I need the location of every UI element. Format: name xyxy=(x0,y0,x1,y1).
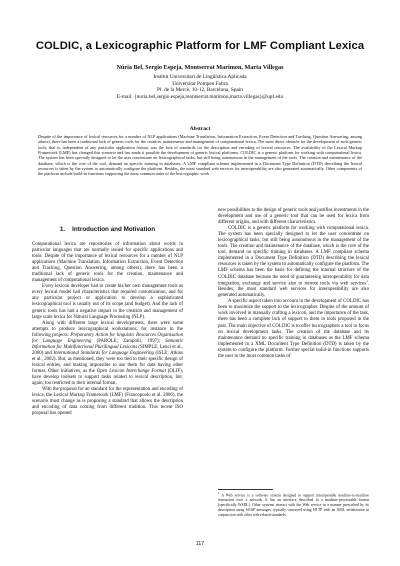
paragraph: Computational lexica are repositories of information about words in particular languages that are normally issued for specific applications and tools. Despite of the importance of lexical resources for a number of NLP applications (Machine Translation, Information Extraction, Event Detection and Tracking, Question Answering, among others), there has been a traditional lack of generic tools for the creation, maintenance and management of computational lexica. xyxy=(32,242,183,284)
author-list: Núria Bel, Sergio Espeja, Montserrat Marimon, Marta Villegas xyxy=(116,64,284,71)
paragraph-text: COLDIC is a generic platform for working with computational lexica. The system has been specially designed to let the user concentrate on lexicographical tasks, but still being autonomous in the management of the tools. The creation and maintenance of the database, which is the core of the tool, demand no specific training in databases. A LMF compliant schema implemented in a Document Type Definition (DTD) describing the lexical resources is taken by the system to automatically configure the platform. The LMF schema has been the basis for defining the internal structure of the COLDIC database because the need of guaranteeing interoperability for data integration, exchange and service also to remote tools via web services xyxy=(218,226,369,287)
paragraph: new possibilities to the design of generic tools and justifies investments in the development and use of a generic tool that can be used for lexica from different origins, and with different characteristics. xyxy=(218,208,369,226)
paragraph-text: (PAROLE; Zampolli, 1997); xyxy=(91,338,166,344)
project-name: Semantic Information for Multifunctional Plurilingual Lexicons xyxy=(32,338,183,350)
footnote xyxy=(218,493,369,518)
affiliation-address: Pl. de la Mercè, 10-12, Barcelona, Spain xyxy=(157,87,243,94)
paragraph xyxy=(218,226,369,299)
paragraph-text: Along with different large lexical developments, there were some attempts to produce lexicographical workstations, for instance in the following projects: xyxy=(32,320,183,338)
paragraph: Every lexicon developer had to create his/her own management tools as every lexical model had characteristics that required customization, and for any particular project or application to develop a sophisticated lexicographical tool is usually out of its scope (and budget). And the lack of generic tools has had a negative impact in the creation and management of large scale lexica for Natural Language Processing (NLP). xyxy=(32,284,183,320)
paper-title: COLDIC, a Lexicographic Platform for LMF Compliant Lexica xyxy=(35,40,365,52)
footnote-marker[interactable]: 1 xyxy=(366,278,368,283)
affiliation-block xyxy=(0,74,400,101)
project-name: International Standards for Language Engineering xyxy=(53,350,154,356)
paragraph: With the proposal for an standard for the representation and encoding of lexica, the Lexical Markup Framework (LMF) (Francopoulo et al. 2006), the scenario must change as is proposing a standard that allows the description and encoding of data coming from different tradition. This recent ISO proposal has opened xyxy=(32,387,183,417)
section-heading: 1. Introduction and Motivation xyxy=(59,226,156,233)
paragraph: A specific aspect taken into account in the development of COLDIC has been to maximize the support to the lexicographer. Despite of the amount of work involved in manually crafting a lexicon, and the importance of the task, there has been a complete lack of support to them in tools proposed in the past. The main objective of COLDIC is to offer lexicographers a tool to focus on lexical development tasks. The creation of the database and its maintenance demand no specific training in databases as the LMF schema implemented in a XML Document Type Definition (DTD) is taken by the system to configure the platform. Further special build-in functions supports the user in the most common tasks of xyxy=(218,299,369,359)
project-name: Open Lexicon Interchange Format xyxy=(96,368,166,374)
paragraph-text: (OLIF), have develop toolsets to support tasks related to lexical description, but, again, too restricted to their internal format. xyxy=(32,368,183,387)
footnote-text: A Web service is a software system designed to support interoperable machine-to-machine interaction over a network. It has an interface described in a machine-processable format (specifically WSDL). Other systems interact with the Web service in a manner prescribed by its description using SOAP messages, typically conveyed using HTTP with an XML serialization in conjunction with other web-related standards. xyxy=(218,493,369,517)
abstract-text: Despite of the importance of lexical resources for a number of NLP applications (Machine Translation, Information Extraction, Event Detection and Tracking, Question Answering, among others), there has been a traditional lack of generic tools for the creation, maintenance and management of computational lexica. The most direct obstacle for the development of such generic tools, that is, independent of any particular application format, was the lack of standards for the description and encoding of lexical resources. The availability of the Lexical Markup Framework (LMF) has changed this scenario and has made it possible the development of generic lexical platforms. COLDIC is a generic platform for working with computational lexica. The system has been specially designed to let the user concentrate on lexicographical tasks, but still being autonomous in the management of the tools. The creation and maintenance of the database, which is the core of the tool, demand no specific training in databases. A LMF compliant schema implemented in a Document Type Definition (DTD) describing the lexical resources is taken by the system to automatically configure the platform. Besides, the most standard web services for interoperability are also generated automatically. Other components of the platform include build-in functions supporting the most common tasks of the lexicographic work. xyxy=(38,134,362,177)
footnote-rule xyxy=(218,489,273,490)
abstract-heading: Abstract xyxy=(189,126,211,132)
paragraph xyxy=(32,321,183,388)
affiliation-email: E-mail: {nuria.bel,sergio.espeja,montserrat.marimon,marta.villegas}@upf.edu xyxy=(116,94,284,101)
paragraph-text: (SIMPLE; Lenci et al., 2000) and xyxy=(32,344,183,356)
project-name: Preparatory Action for linguistic Resources Organisation for Language Engineering xyxy=(32,332,183,344)
right-column xyxy=(218,208,369,360)
paragraph-text: (ISLE; Atkins et al., 2002). But, as mentioned, they were too tied to their specific design of lexical entries, and making impossible to use them for data having other format. Other initiatives, as the xyxy=(32,350,183,374)
paragraph-text: . Besides, the most standard web services for interoperability are also generated automatically. xyxy=(218,281,369,299)
footnote-number: 1 xyxy=(218,491,220,495)
affiliation-institute: Institut Universitari de Lingüística Aplicada xyxy=(153,74,247,80)
page-number: 117 xyxy=(195,541,205,547)
left-column xyxy=(32,242,183,417)
affiliation-university: Universitat Pompeu Fabra xyxy=(172,80,228,87)
